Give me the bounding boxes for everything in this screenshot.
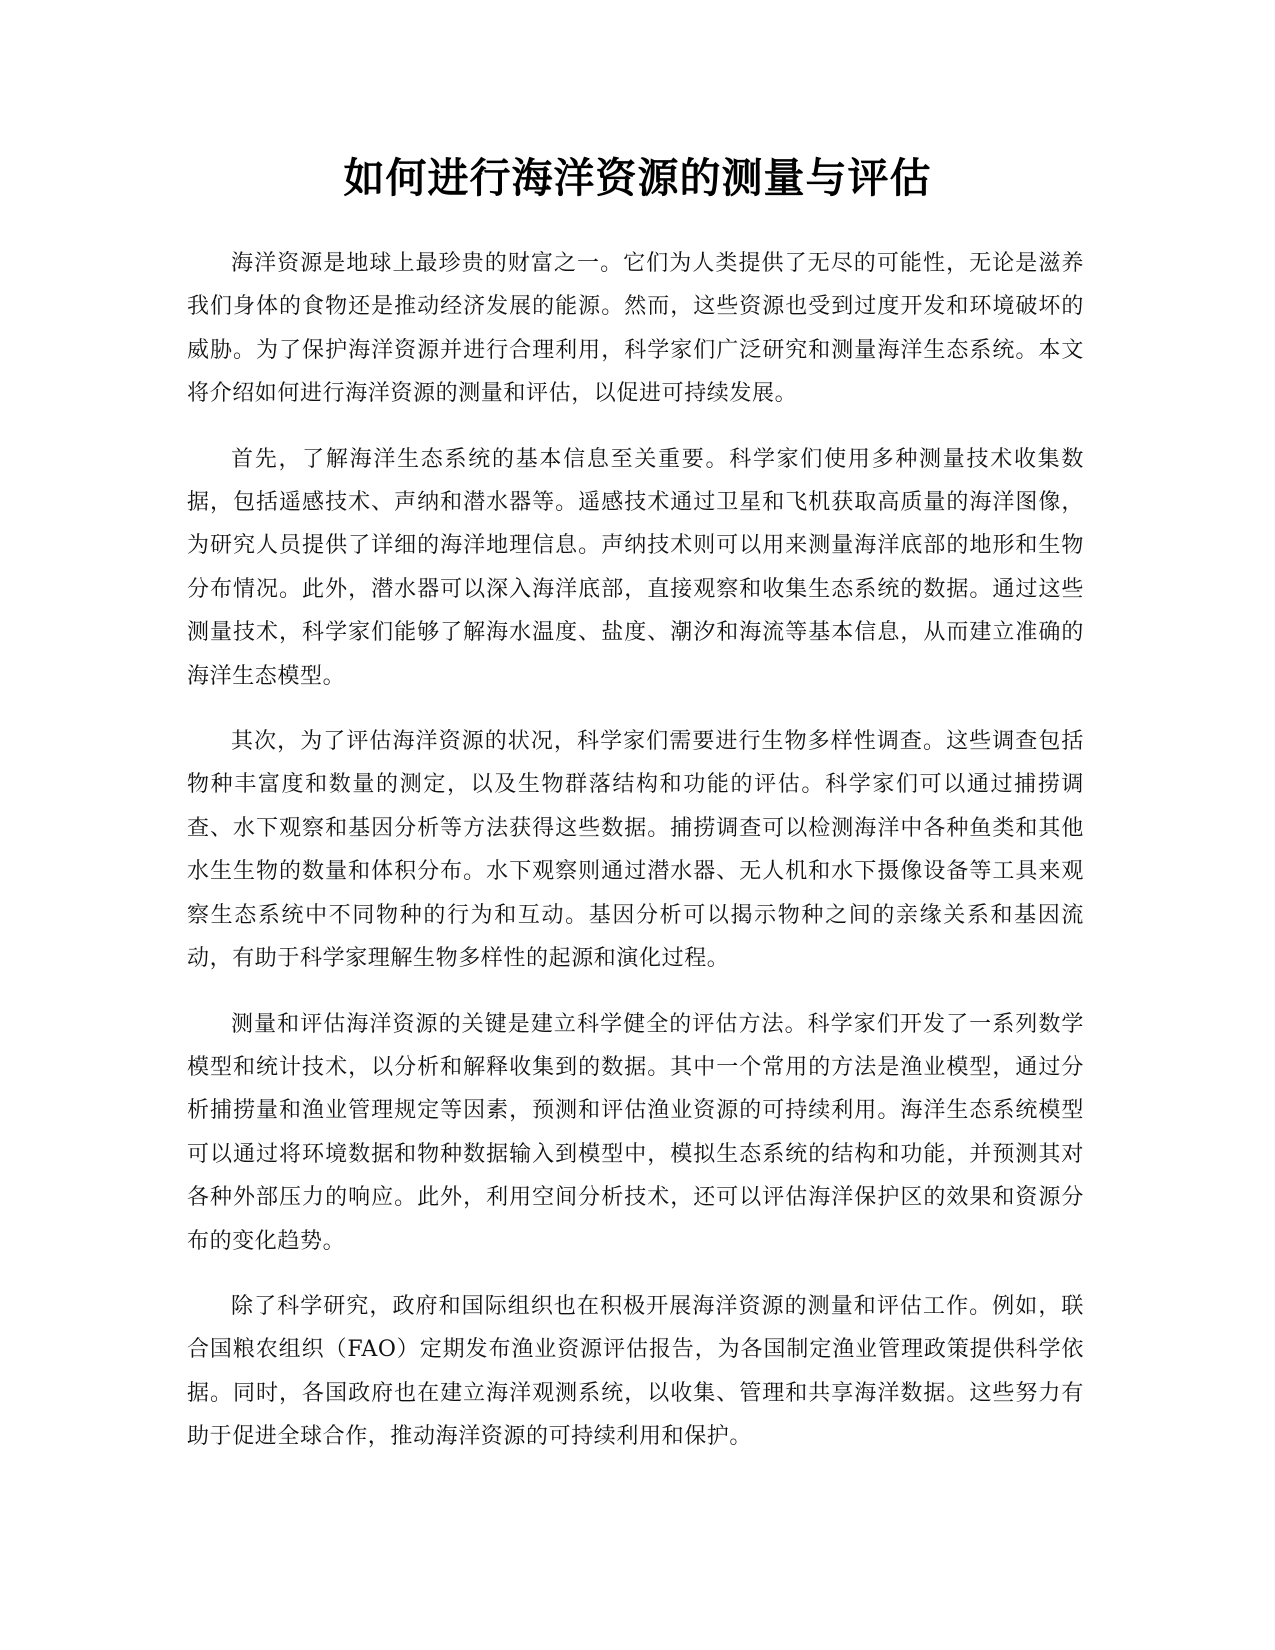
paragraph-intro: 海洋资源是地球上最珍贵的财富之一。它们为人类提供了无尽的可能性，无论是滋养我们身体的食物还是推动经济发展的能源。然而，这些资源也受到过度开发和环境破坏的威胁。为了保护海洋资源并进行合理利用，科学家们广泛研究和测量海洋生态系统。本文将介绍如何进行海洋资源的测量和评估，以促进可持续发展。 [187, 251, 1084, 407]
document-body [187, 242, 1084, 1481]
paragraph-government-efforts: 除了科学研究，政府和国际组织也在积极开展海洋资源的测量和评估工作。例如，联合国粮农组织（FAO）定期发布渔业资源评估报告，为各国制定渔业管理政策提供科学依据。同时，各国政府也在建立海洋观测系统，以收集、管理和共享海洋数据。这些努力有助于促进全球合作，推动海洋资源的可持续利用和保护。 [187, 1293, 1084, 1450]
paragraph-measurement-techniques: 首先，了解海洋生态系统的基本信息至关重要。科学家们使用多种测量技术收集数据，包括遥感技术、声纳和潜水器等。遥感技术通过卫星和飞机获取高质量的海洋图像，为研究人员提供了详细的海洋地理信息。声纳技术则可以用来测量海洋底部的地形和生物分布情况。此外，潜水器可以深入海洋底部，直接观察和收集生态系统的数据。通过这些测量技术，科学家们能够了解海水温度、盐度、潮汐和海流等基本信息，从而建立准确的海洋生态模型。 [187, 446, 1084, 689]
page-title: 如何进行海洋资源的测量与评估 [343, 154, 932, 202]
paragraph-biodiversity-survey: 其次，为了评估海洋资源的状况，科学家们需要进行生物多样性调查。这些调查包括物种丰富度和数量的测定，以及生物群落结构和功能的评估。科学家们可以通过捕捞调查、水下观察和基因分析等方法获得这些数据。捕捞调查可以检测海洋中各种鱼类和其他水生生物的数量和体积分布。水下观察则通过潜水器、无人机和水下摄像设备等工具来观察生态系统中不同物种的行为和互动。基因分析可以揭示物种之间的亲缘关系和基因流动，有助于科学家理解生物多样性的起源和演化过程。 [187, 729, 1084, 972]
paragraph-assessment-methods: 测量和评估海洋资源的关键是建立科学健全的评估方法。科学家们开发了一系列数学模型和统计技术，以分析和解释收集到的数据。其中一个常用的方法是渔业模型，通过分析捕捞量和渔业管理规定等因素，预测和评估渔业资源的可持续利用。海洋生态系统模型可以通过将环境数据和物种数据输入到模型中，模拟生态系统的结构和功能，并预测其对各种外部压力的响应。此外，利用空间分析技术，还可以评估海洋保护区的效果和资源分布的变化趋势。 [187, 1011, 1084, 1254]
